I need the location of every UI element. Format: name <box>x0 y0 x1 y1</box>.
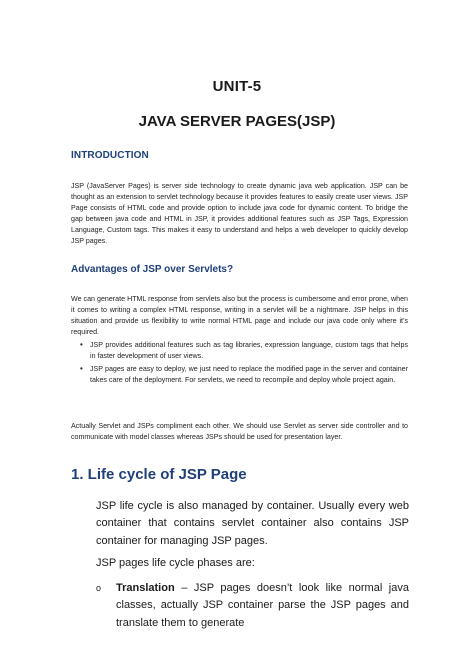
bullet-dot-icon: • <box>80 340 83 349</box>
phase-label: Translation <box>116 582 175 594</box>
life-cycle-heading: 1. Life cycle of JSP Page <box>71 466 247 483</box>
advantages-paragraph: We can generate HTML response from servlets also but the process is cumbersome and error prone, when it comes to writing a complex HTML response, writing in a servlet will be a nightmare. JSP helps in this situation and provide us flexibility to write normal HTML page and include our java code only where it’s required. <box>71 295 408 336</box>
closing-paragraph: Actually Servlet and JSPs compliment each other. We should use Servlet as server side controller and to communicate with model classes whereas JSPs should be used for presentation layer. <box>71 422 408 441</box>
life-cycle-paragraph: JSP life cycle is also managed by container. Usually every web container that contains servlet container also contains JSP container for managing JSP pages. <box>96 500 409 547</box>
list-item <box>80 364 408 386</box>
bullet-text: JSP pages are easy to deploy, we just need to replace the modified page in the server and container takes care of the deployment. For servlets, we need to recompile and deploy whole project again. <box>90 365 408 384</box>
intro-paragraph: JSP (JavaServer Pages) is server side technology to create dynamic java web application. JSP can be thought as an extension to servlet technology because it provides features to easily create user views. JSP Page consists of HTML code and provide option to include java code for dynamic content. To bridge the gap between java code and HTML in JSP, it provides additional features such as JSP Tags, Expression Language, Custom tags. This makes it easy to understand and helps a web developer to quickly develop JSP pages. <box>71 182 408 245</box>
advantages-heading: Advantages of JSP over Servlets? <box>71 264 234 275</box>
bullet-text: JSP provides additional features such as tag libraries, expression language, custom tags that helps in faster development of user views. <box>90 341 408 360</box>
list-item <box>96 580 409 632</box>
phases-intro: JSP pages life cycle phases are: <box>96 557 255 569</box>
unit-title: UNIT-5 <box>212 78 262 95</box>
intro-heading: INTRODUCTION <box>71 150 149 161</box>
bullet-dot-icon: • <box>80 364 83 373</box>
circle-bullet-icon: o <box>96 583 102 593</box>
phase-text: – JSP pages doesn’t look like normal java classes, actually JSP container parse the JSP pages and translate them to generate <box>116 582 409 629</box>
page-title: JAVA SERVER PAGES(JSP) <box>138 113 336 130</box>
list-item <box>80 340 408 362</box>
